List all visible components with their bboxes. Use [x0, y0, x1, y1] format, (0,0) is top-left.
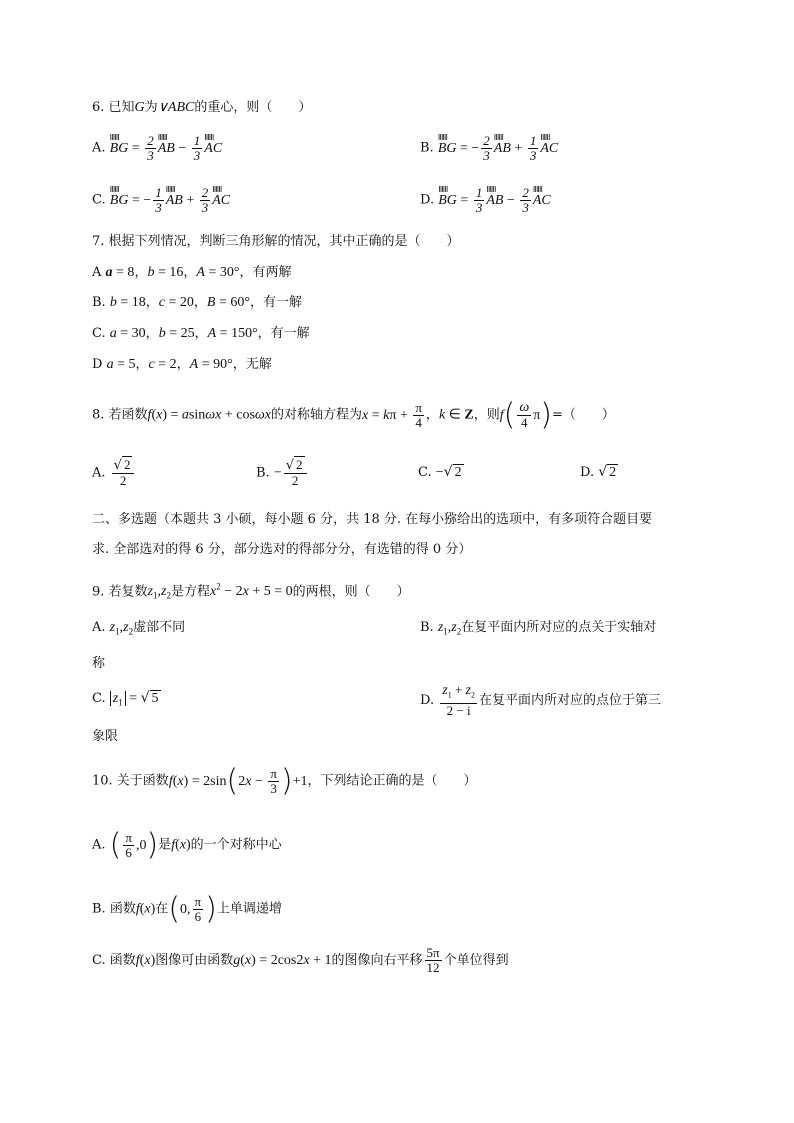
q10-c-text3: 的图像向右平移 [331, 953, 423, 968]
q10-option-c [92, 946, 509, 976]
q8-axis-eq: x = kπ + $\frac{\pi}{4}$ [362, 399, 422, 430]
q10-b-text: 函数 [109, 901, 136, 917]
q8-stem: 8. 若函数f(x) = asinωx + cosωx的对称轴方程为x = kπ + $\frac{\pi}{4}$ ，k ∈ Z，则f( $\frac{\omega}{4}$ π)=（ ） [92, 397, 615, 432]
q8-b-label: B. [256, 465, 270, 481]
q8-option-d [580, 462, 618, 483]
q9-option-d-wrap: 象限 [92, 729, 119, 744]
section-2-heading-line2: 求. 全部选对的得 6 分，部分选对的得部分分，有选错的得 0 分） [92, 542, 472, 557]
q9-a-expr: $z_1,z_2$ [109, 620, 134, 637]
q8-d-label: D. [580, 465, 595, 480]
section-2-heading-line1: 二、多选题（本题共 3 小硕，每小题 6 分，共 18 分. 在每小猕给出的选项中，有多项符合题目要 [92, 512, 653, 527]
q9-option-a [92, 618, 185, 642]
q10-func: f(x) = 2sin(2x − $\frac{\pi}{3}$ )+1 [168, 763, 308, 798]
q10-c-text2: 图像可由函数 [155, 953, 234, 968]
q10-stem-suffix: ，下列结论正确的是（ ） [307, 773, 477, 789]
q7-b-tail: ，有一解 [249, 295, 302, 310]
q7-option-c [92, 324, 310, 344]
q10-b-f: f(x) [135, 901, 156, 917]
q8-k-in-z: k ∈ Z [438, 407, 474, 423]
q6-stem-mid: 为 [144, 100, 158, 115]
q10-a-point: ( $\frac{\pi}{6}$ ,0) [109, 827, 159, 862]
q10-option-a [92, 827, 282, 862]
q8-b-expr: $\frac{√ 2}{2}$ [284, 458, 307, 488]
q10-c-f: f(x) [135, 953, 156, 968]
q6-b-label: B. [420, 140, 434, 156]
q6-stem [92, 98, 311, 118]
q6-option-b [420, 134, 558, 163]
q7-a-expr: a = 8，b = 16，A = 30° [105, 265, 240, 280]
q8-a-label: A. [92, 465, 106, 481]
q9-d-text: 在复平面内所对应的点位于第三 [478, 692, 661, 708]
q9-a-label: A. [92, 620, 106, 635]
q9-option-b [420, 618, 656, 642]
q8-stem-suffix: =（ ） [552, 407, 615, 423]
q10-a-f: f(x) [171, 837, 191, 853]
q8-option-b: B. − $\frac{√ 2}{2}$ [256, 458, 309, 489]
q10-option-b [92, 891, 282, 926]
q10-c-g: g(x) = 2cos2x + 1 [233, 953, 332, 968]
q6-option-c [92, 186, 230, 215]
q8-d-expr: √ 2 [598, 464, 617, 480]
q6-stem-prefix: 6. 已知 [92, 100, 135, 115]
q10-a-text: 是 [158, 837, 172, 853]
q6-a-expr: ⅢⅢ BG = $\frac{2}{3}$ ⅢⅢ AB − $\frac{1}{3}$ ⅢⅢ AC [110, 141, 222, 156]
q10-c-text: 函数 [109, 953, 136, 968]
q9-stem-prefix: 9. 若复数 [92, 584, 148, 600]
q9-b-label: B. [420, 620, 434, 635]
q8-option-c [418, 462, 464, 483]
q9-a-text: 虚部不同 [133, 620, 186, 635]
q7-option-b [92, 293, 302, 313]
q9-stem [92, 577, 410, 606]
q7-b-label: B. [92, 295, 106, 310]
q7-a-tail: ，有两解 [239, 265, 292, 280]
q6-c-expr: ⅢⅢ BG = − $\frac{1}{3}$ ⅢⅢ AB + $\frac{2}{3}$ ⅢⅢ AC [110, 193, 230, 208]
q7-option-d [92, 355, 272, 375]
q6-option-d [420, 186, 551, 215]
q6-b-expr: ⅢⅢ BG = − $\frac{2}{3}$ ⅢⅢ AB + $\frac{1}{3}$ ⅢⅢ AC [438, 141, 558, 156]
q10-c-label: C. [92, 953, 106, 968]
q10-b-text2: 在 [155, 901, 169, 917]
q8-c-expr: −√ 2 [435, 464, 462, 480]
q8-stem-mid: 的对称轴方程为 [271, 407, 363, 423]
q6-d-label: D. [420, 192, 435, 208]
q9-stem-suffix: 的两根，则（ ） [292, 584, 410, 600]
q9-z1z2: $z_1,z_2$ [147, 584, 171, 601]
q9-c-label: C. [92, 691, 106, 706]
q6-stem-suffix: 的重心，则（ ） [194, 100, 312, 115]
q8-stem-prefix: 8. 若函数 [92, 407, 148, 423]
q10-stem [92, 763, 477, 798]
q9-d-label: D. [420, 692, 435, 708]
q9-equation: $x^2 - 2x + 5 = 0$ [209, 582, 293, 600]
q8-c-label: C. [418, 465, 432, 480]
q9-option-d [420, 683, 661, 718]
q6-triangle: ∨ABC [157, 100, 195, 115]
q6-option-a [92, 134, 222, 163]
q9-b-expr: $z_1,z_2$ [437, 620, 462, 637]
q8-a-expr: $\frac{√ 2}{2}$ [112, 458, 135, 488]
q8-option-a [92, 458, 136, 489]
q10-c-text4: 个单位得到 [443, 953, 509, 968]
q9-stem-mid: 是方程 [170, 584, 210, 600]
q7-c-expr: a = 30，b = 25，A = 150° [109, 326, 258, 341]
q10-c-shift: $\frac{5\pi}{12}$ [426, 945, 440, 975]
q10-b-interval: (0, $\frac{\pi}{6}$ ) [168, 891, 217, 926]
q8-func: f(x) = asinωx + cosωx [147, 407, 272, 423]
q10-b-text3: 上单调递增 [216, 901, 282, 917]
q7-c-tail: ，有一解 [257, 326, 310, 341]
q6-G: G [134, 100, 145, 115]
q9-b-text: 在复平面内所对应的点关于实轴对 [461, 620, 657, 635]
q8-target: f( $\frac{\omega}{4}$ π) [499, 397, 553, 432]
q7-option-a [92, 263, 291, 283]
q9-option-b-wrap: 称 [92, 656, 106, 671]
q7-d-tail: ，无解 [232, 357, 272, 372]
q10-a-label: A. [92, 837, 106, 853]
q7-d-label: D [92, 357, 103, 372]
q6-d-expr: ⅢⅢ BG = $\frac{1}{3}$ ⅢⅢ AB − $\frac{2}{3}$ ⅢⅢ AC [438, 193, 550, 208]
q10-stem-prefix: 10. 关于函数 [92, 773, 169, 789]
q10-a-text2: 的一个对称中心 [190, 837, 282, 853]
q7-d-expr: a = 5，c = 2，A = 90° [106, 357, 233, 372]
q7-stem: 7. 根据下列情况，判断三角形解的情况，其中正确的是（ ） [92, 234, 460, 249]
q9-c-expr: $z_1$ = √ 5 [110, 691, 161, 706]
q7-a-label: A [92, 265, 102, 280]
q6-c-label: C. [92, 192, 106, 208]
q8-stem-mid2: ，则 [473, 407, 500, 423]
q10-b-label: B. [92, 901, 106, 917]
q9-option-c [92, 688, 161, 713]
q7-b-expr: b = 18，c = 20，B = 60° [109, 295, 250, 310]
q9-d-expr: $\frac{z_1 + z_2}{2 - i}$ [442, 682, 475, 718]
q6-a-label: A. [92, 140, 106, 156]
q7-c-label: C. [92, 326, 106, 341]
